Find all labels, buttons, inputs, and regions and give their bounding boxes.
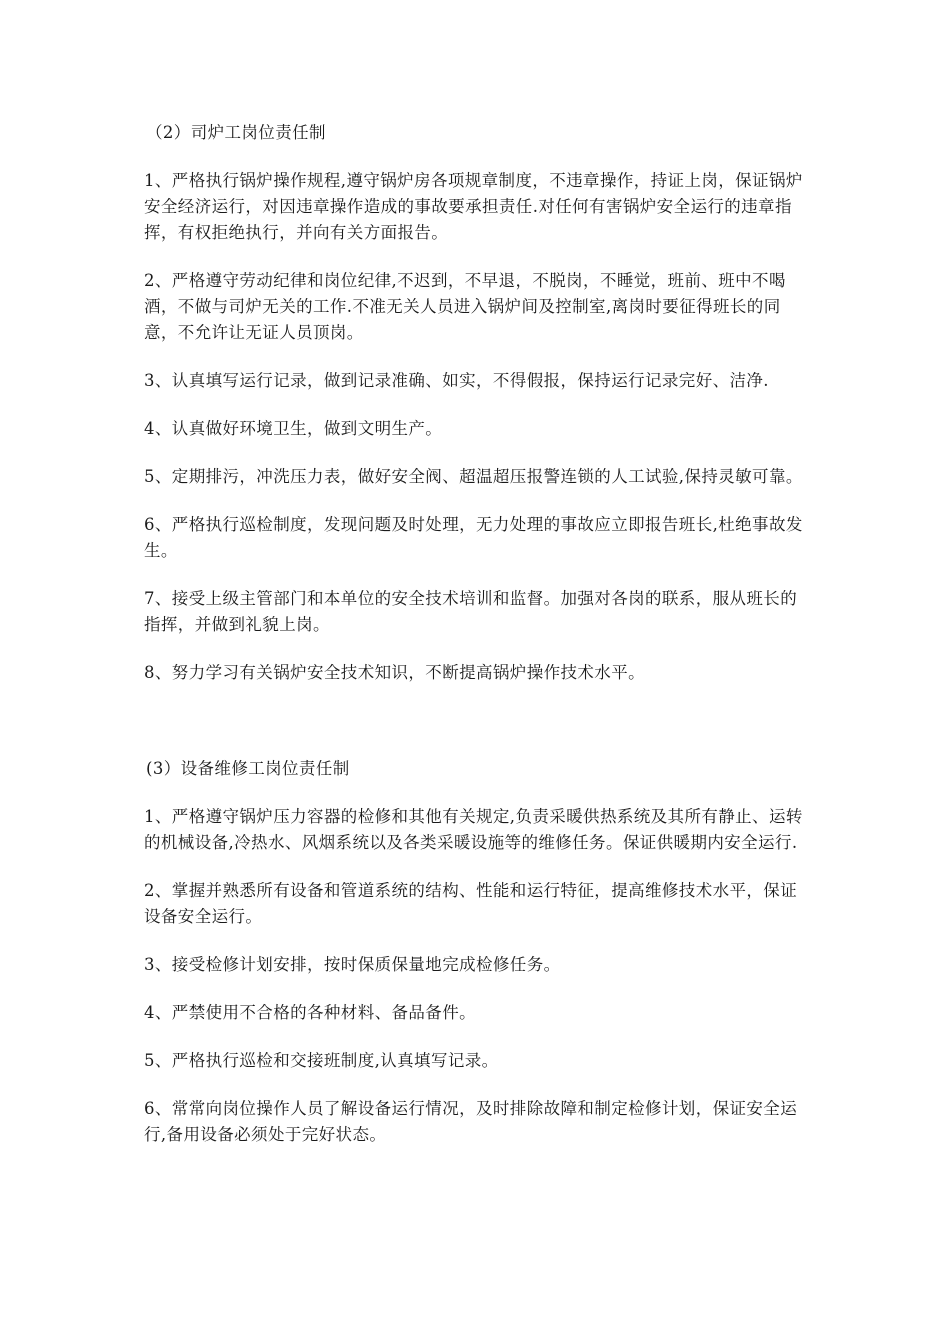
section-2-paragraph-6: 6、严格执行巡检制度，发现问题及时处理，无力处理的事故应立即报告班长,杜绝事故发生。 bbox=[144, 515, 803, 560]
section-2-paragraph-3: 3、认真填写运行记录，做到记录准确、如实，不得假报，保持运行记录完好、洁净. bbox=[144, 371, 769, 390]
section-2-paragraph-7: 7、接受上级主管部门和本单位的安全技术培训和监督。加强对各岗的联系，服从班长的指挥，并做到礼貌上岗。 bbox=[144, 589, 798, 634]
section-3-paragraph-5: 5、严格执行巡检和交接班制度,认真填写记录。 bbox=[144, 1051, 499, 1070]
section-3-paragraph-2: 2、掌握并熟悉所有设备和管道系统的结构、性能和运行特征，提高维修技术水平，保证设备安全运行。 bbox=[144, 881, 798, 926]
section-2-heading: （2）司炉工岗位责任制 bbox=[146, 123, 326, 142]
section-2-paragraph-4: 4、认真做好环境卫生，做到文明生产。 bbox=[144, 419, 443, 438]
section-2-paragraph-5: 5、定期排污，冲洗压力表，做好安全阀、超温超压报警连锁的人工试验,保持灵敏可靠。 bbox=[144, 467, 803, 486]
section-3-heading: (3）设备维修工岗位责任制 bbox=[146, 759, 350, 778]
section-3-paragraph-1: 1、严格遵守锅炉压力容器的检修和其他有关规定,负责采暖供热系统及其所有静止、运转的机械设备,冷热水、风烟系统以及各类采暖设施等的维修任务。保证供暖期内安全运行. bbox=[144, 807, 803, 852]
section-2-paragraph-1: 1、严格执行锅炉操作规程,遵守锅炉房各项规章制度，不违章操作，持证上岗，保证锅炉安全经济运行，对因违章操作造成的事故要承担责任.对任何有害锅炉安全运行的违章指挥，有权拒绝执行，并向有关方面报告。 bbox=[144, 171, 803, 242]
section-2-paragraph-2: 2、严格遵守劳动纪律和岗位纪律,不迟到，不早退，不脱岗，不睡觉，班前、班中不喝酒，不做与司炉无关的工作.不准无关人员进入锅炉间及控制室,离岗时要征得班长的同意，不允许让无证人员顶岗。 bbox=[144, 271, 786, 342]
section-3-paragraph-6: 6、常常向岗位操作人员了解设备运行情况，及时排除故障和制定检修计划，保证安全运行,备用设备必须处于完好状态。 bbox=[144, 1099, 798, 1144]
section-2-paragraph-8: 8、努力学习有关锅炉安全技术知识，不断提高锅炉操作技术水平。 bbox=[144, 663, 645, 682]
section-3-paragraph-4: 4、严禁使用不合格的各种材料、备品备件。 bbox=[144, 1003, 476, 1022]
section-3-paragraph-3: 3、接受检修计划安排，按时保质保量地完成检修任务。 bbox=[144, 955, 561, 974]
document-body bbox=[144, 120, 810, 1148]
